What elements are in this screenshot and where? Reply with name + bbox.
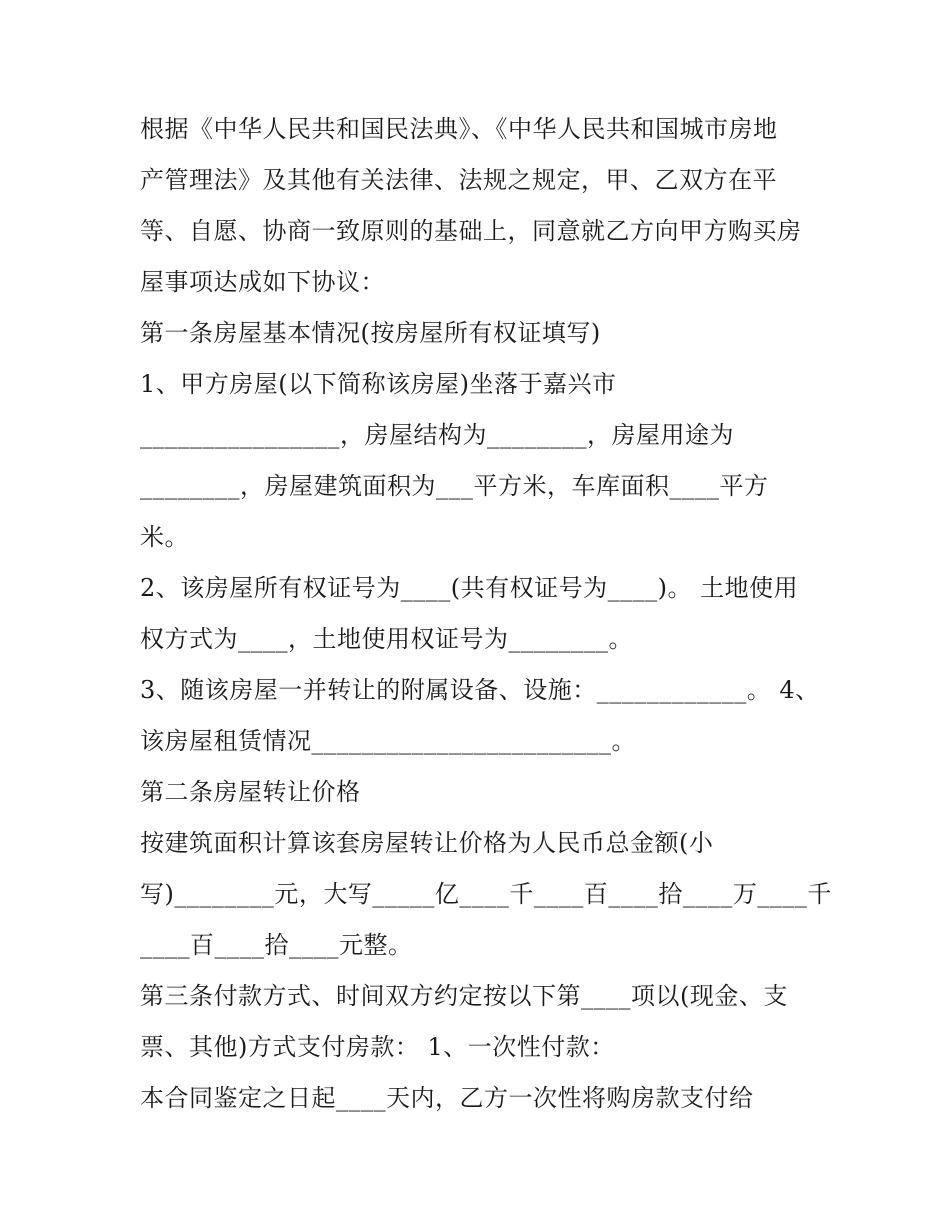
- text-line: 1、甲方房屋(以下简称该房屋)坐落于嘉兴市: [140, 370, 617, 398]
- text-line: 票、其他)方式支付房款： 1、一次性付款：: [140, 1033, 615, 1061]
- text-line: ____百____拾____元整。: [140, 931, 413, 959]
- text-line: ________________，房屋结构为________，房屋用途为: [140, 421, 734, 449]
- text-line: 写)________元，大写_____亿____千____百____拾____万____千: [140, 880, 832, 908]
- text-line: 权方式为____，土地使用权证号为________。: [140, 625, 633, 653]
- text-line: 屋事项达成如下协议：: [140, 268, 385, 296]
- section-heading-article-2: 第二条房屋转让价格: [140, 778, 361, 806]
- text-line: 3、随该房屋一并转让的附属设备、设施：____________。 4、: [140, 676, 820, 704]
- text-line: 产管理法》及其他有关法律、法规之规定，甲、乙双方在平: [140, 166, 777, 194]
- text-line: 等、自愿、协商一致原则的基础上，同意就乙方向甲方购买房: [140, 217, 802, 245]
- text-line: 按建筑面积计算该套房屋转让价格为人民币总金额(小: [140, 829, 714, 857]
- text-line: 米。: [140, 523, 189, 551]
- text-line: ________，房屋建筑面积为___平方米，车库面积____平方: [140, 472, 769, 500]
- text-line: 根据《中华人民共和国民法典》、《中华人民共和国城市房地: [140, 115, 778, 143]
- text-line: 2、该房屋所有权证号为____(共有权证号为____)。 土地使用: [140, 574, 799, 602]
- text-line: 本合同鉴定之日起____天内，乙方一次性将购房款支付给: [140, 1084, 754, 1112]
- contract-body: [140, 104, 832, 1124]
- section-heading-article-3: 第三条付款方式、时间双方约定按以下第____项以(现金、支: [140, 982, 788, 1010]
- section-heading-article-1: 第一条房屋基本情况(按房屋所有权证填写): [140, 319, 601, 347]
- text-line: 该房屋租赁情况________________________。: [140, 727, 636, 755]
